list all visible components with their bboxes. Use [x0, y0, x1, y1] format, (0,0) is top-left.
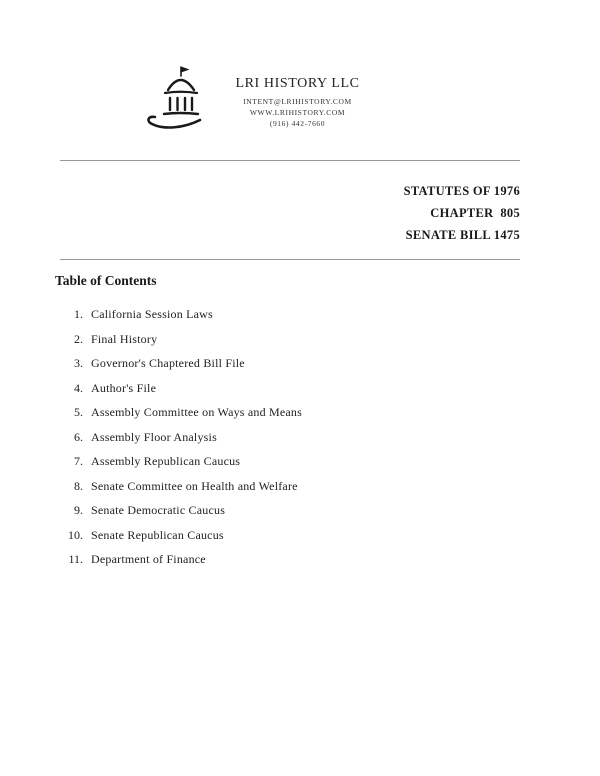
toc-item	[55, 357, 515, 370]
toc-item-number: 3.	[74, 356, 83, 370]
toc-item-label: Senate Republican Caucus	[91, 527, 224, 542]
toc-item-number: 4.	[74, 380, 83, 395]
toc-item-label: Department of Finance	[91, 552, 206, 566]
toc-item	[55, 529, 515, 542]
senate-bill-line: SENATE BILL 1475	[405, 228, 520, 242]
company-email: INTENT@LRIHISTORY.COM	[243, 97, 352, 106]
toc-item-label: Governor's Chaptered Bill File	[91, 356, 245, 370]
toc-item	[55, 455, 515, 468]
toc-item	[55, 382, 515, 395]
chapter-line: CHAPTER 805	[430, 206, 520, 220]
company-phone: (916) 442-7660	[269, 119, 326, 128]
toc-item-number: 11.	[68, 552, 83, 566]
toc-item	[55, 553, 515, 566]
toc-item-label: Senate Committee on Health and Welfare	[91, 478, 298, 493]
toc-item-label: California Session Laws	[91, 307, 213, 321]
toc-item-number: 1.	[74, 307, 83, 321]
toc-item-number: 8.	[74, 478, 83, 493]
toc-title: Table of Contents	[55, 273, 157, 288]
company-name: LRI HISTORY LLC	[235, 76, 360, 91]
toc-item-number: 6.	[74, 429, 83, 444]
statutes-line: STATUTES OF 1976	[403, 184, 520, 198]
toc-item	[55, 333, 515, 346]
toc-item-number: 7.	[74, 454, 83, 468]
toc-item	[55, 308, 515, 321]
toc-item-label: Author's File	[91, 380, 157, 395]
case-info-block	[404, 180, 520, 246]
toc-item-label: Final History	[91, 331, 158, 346]
toc-item-label: Assembly Floor Analysis	[91, 429, 217, 444]
horizontal-rule-bottom	[60, 259, 520, 260]
company-website: WWW.LRIHISTORY.COM	[249, 108, 346, 117]
toc-item	[55, 431, 515, 444]
horizontal-rule-top	[60, 160, 520, 161]
capitol-sketch-logo-icon	[140, 62, 216, 146]
toc-item	[55, 406, 515, 419]
toc-item-label: Assembly Republican Caucus	[91, 454, 241, 468]
toc-item-number: 5.	[74, 405, 83, 419]
toc-item	[55, 504, 515, 517]
toc-item-label: Senate Democratic Caucus	[91, 503, 226, 517]
toc-item-label: Assembly Committee on Ways and Means	[91, 405, 302, 419]
toc-item-number: 9.	[74, 503, 83, 517]
toc-item	[55, 480, 515, 493]
letterhead	[210, 76, 385, 129]
toc-list	[55, 308, 515, 578]
toc-item-number: 2.	[74, 331, 83, 346]
toc-item-number: 10.	[68, 527, 83, 542]
